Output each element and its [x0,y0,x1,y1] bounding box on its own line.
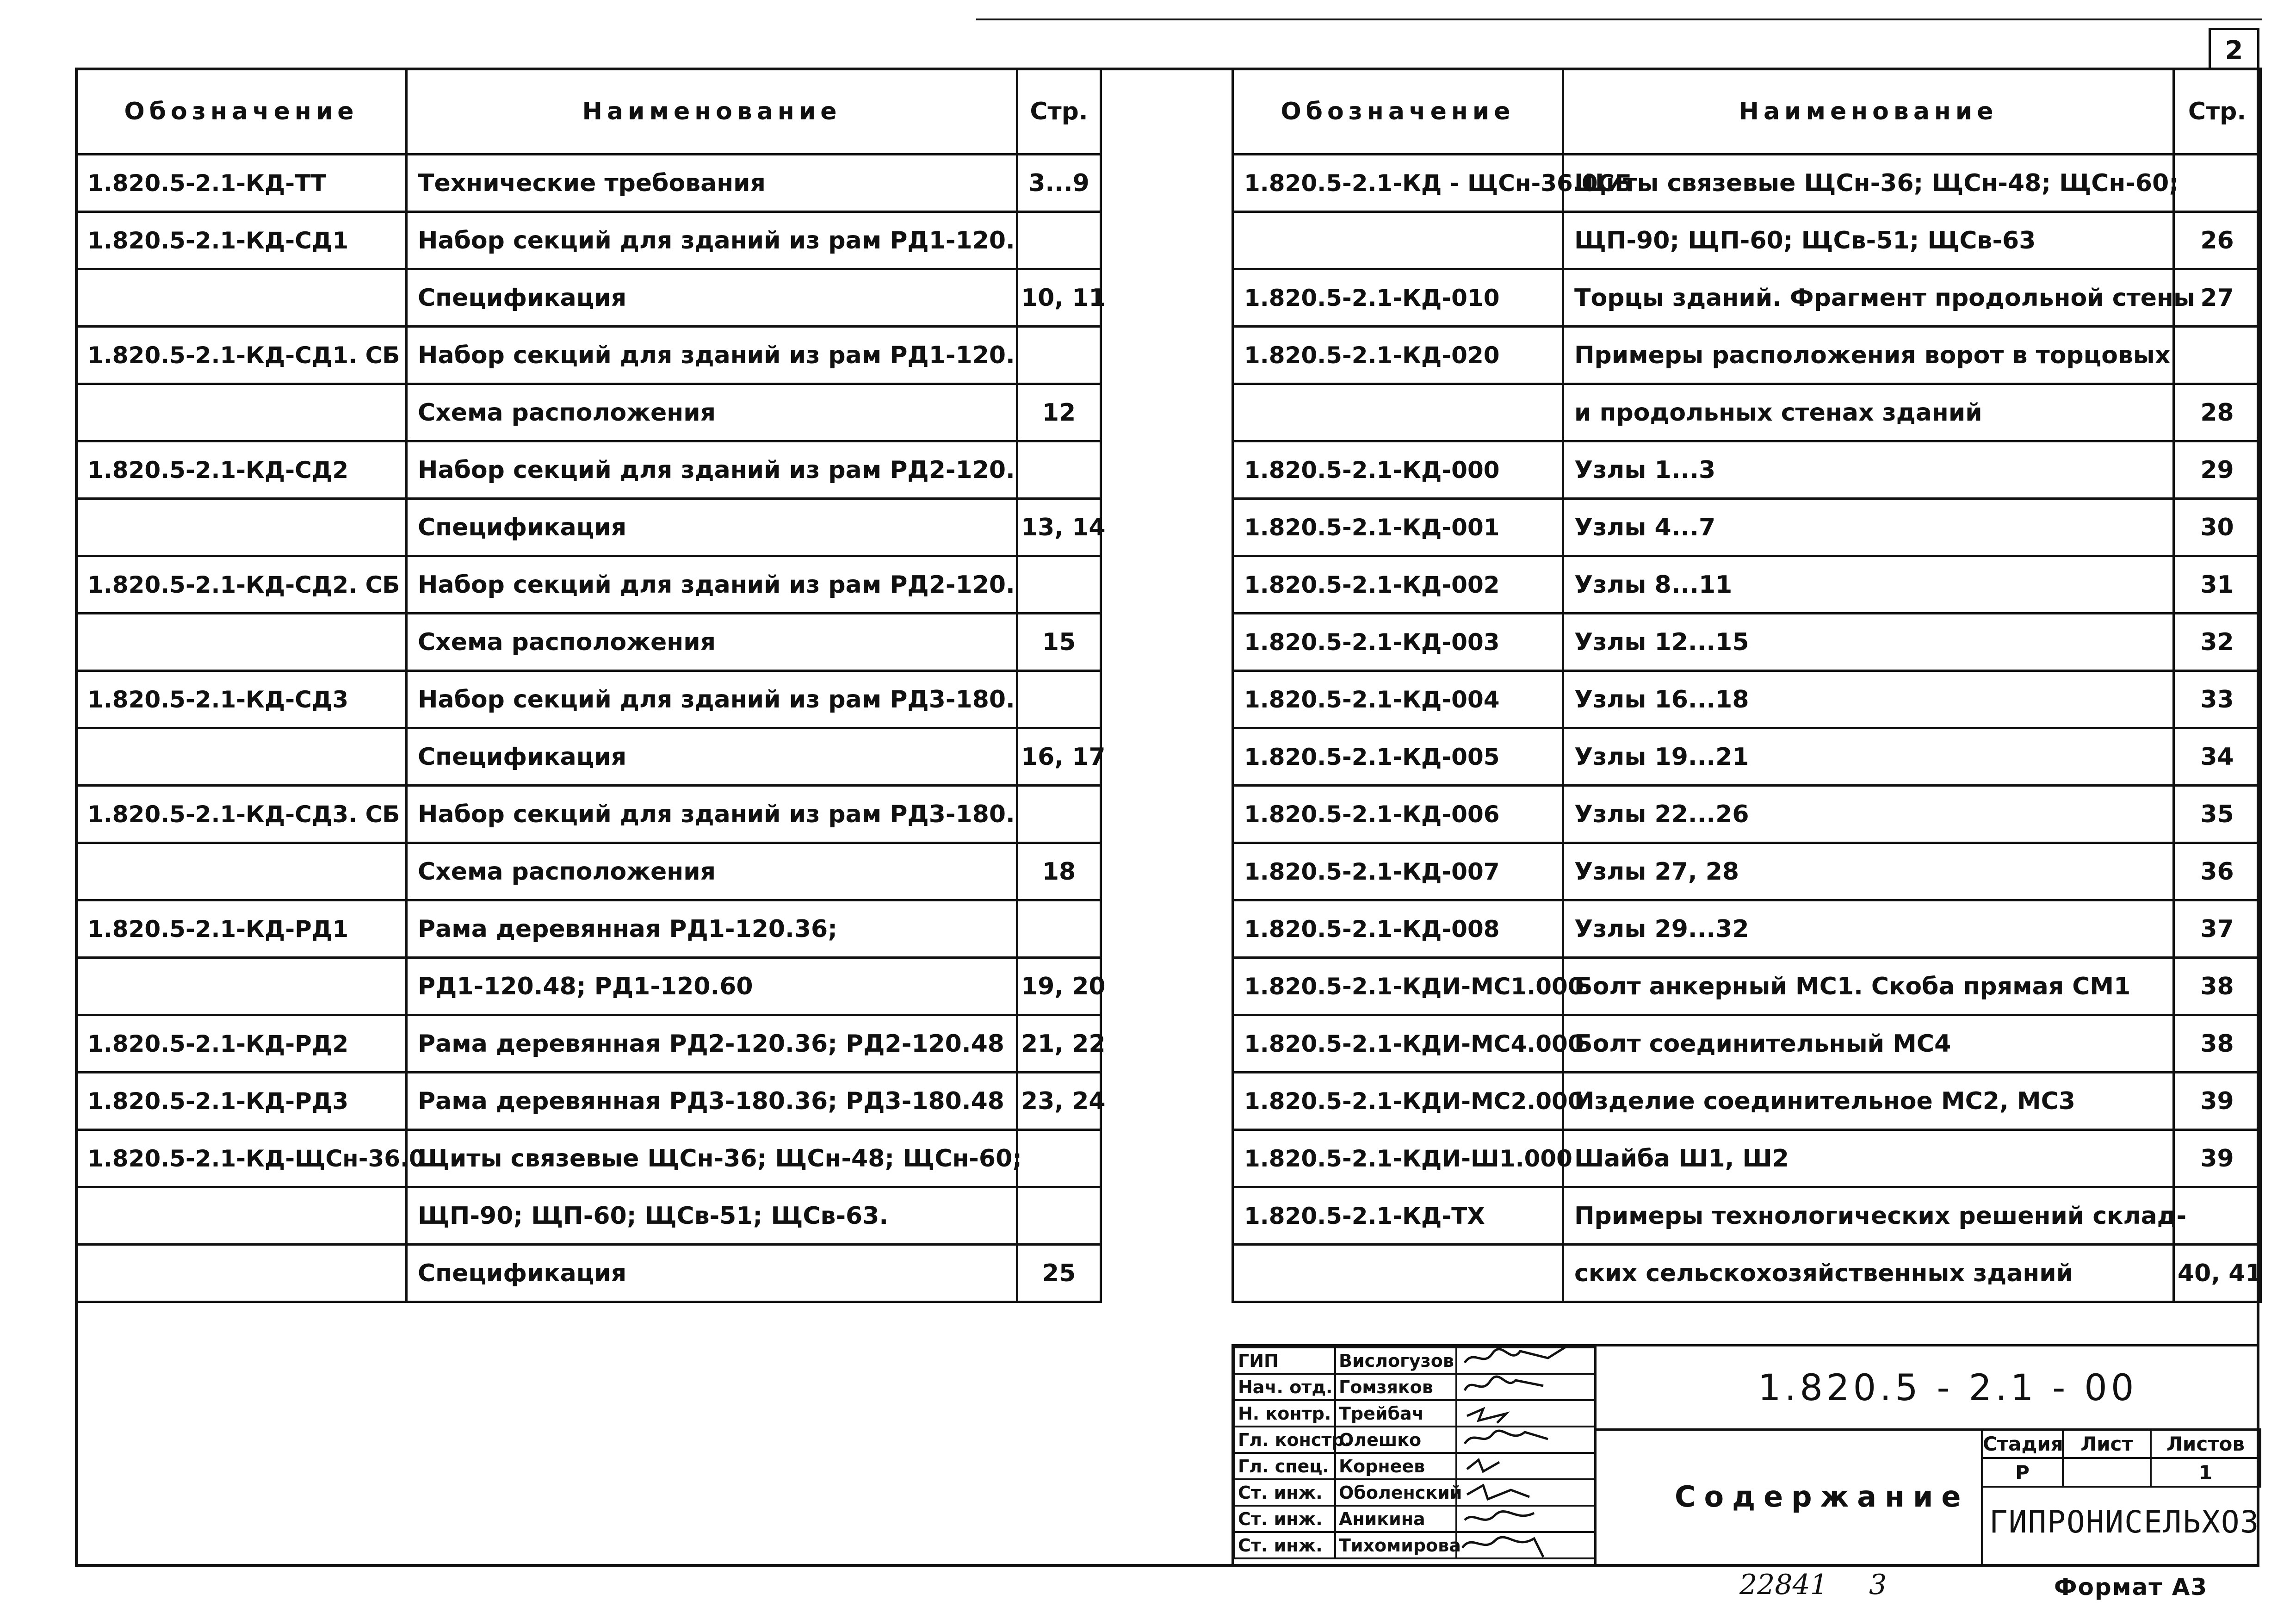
table-row [76,499,1101,556]
header-name: Наименование [1563,69,2174,155]
signature-role: Нач. отд. [1234,1374,1335,1400]
stage-label: Стадия [1982,1429,2063,1458]
signature-name: Тихомирова [1335,1532,1456,1558]
row-code [76,269,407,327]
inventory-suffix: 3 [1869,1569,1887,1601]
signature-name: Оболенский [1335,1479,1456,1506]
signature-mark [1465,1511,1534,1520]
row-page: 13, 14 [1017,499,1101,556]
row-code: 1.820.5-2.1-КДИ-МС4.000 [1233,1015,1563,1073]
row-page: 27 [2174,269,2261,327]
left-table-header [76,69,1101,155]
row-page [1017,1130,1101,1187]
row-page: 28 [2174,384,2261,441]
row-page: 34 [2174,728,2261,786]
table-row [1233,384,2261,441]
table-row [76,384,1101,441]
row-page: 39 [2174,1073,2261,1130]
signature-name: Вислогузов [1335,1347,1456,1374]
sheet-value [2063,1458,2151,1487]
table-row [1233,1245,2261,1302]
table-row [76,327,1101,384]
row-code: 1.820.5-2.1-КД-003 [1233,614,1563,671]
row-name: Технические требования [407,155,1017,212]
row-page [1017,212,1101,269]
row-code: 1.820.5-2.1-КДИ-МС2.000 [1233,1073,1563,1130]
row-code [1233,1245,1563,1302]
table-row [1233,614,2261,671]
row-code [76,1245,407,1302]
table-row [1233,843,2261,900]
row-page: 25 [1017,1245,1101,1302]
row-page: 37 [2174,900,2261,958]
stage-header-row [1982,1429,2260,1458]
row-page: 18 [1017,843,1101,900]
row-page: 31 [2174,556,2261,614]
table-row [76,728,1101,786]
table-row [1233,499,2261,556]
row-code: 1.820.5-2.1-КД-ТХ [1233,1187,1563,1245]
table-row [76,1130,1101,1187]
table-row [1233,269,2261,327]
row-name: Узлы 16...18 [1563,671,2174,728]
row-name: Схема расположения [407,843,1017,900]
table-row [76,1015,1101,1073]
row-page [1017,327,1101,384]
row-name: Узлы 12...15 [1563,614,2174,671]
format-label: Формат А3 [2054,1574,2208,1601]
row-code: 1.820.5-2.1-КД - ЩСн-36.0СБ [1233,155,1563,212]
row-name: Набор секций для зданий из рам РД2-120. [407,441,1017,499]
signature-strokes [1455,1344,1594,1566]
row-code: 1.820.5-2.1-КД-СД1 [76,212,407,269]
header-page: Стр. [2174,69,2261,155]
row-code [76,958,407,1015]
row-code [1233,384,1563,441]
row-name: Болт анкерный МС1. Скоба прямая СМ1 [1563,958,2174,1015]
row-page: 38 [2174,1015,2261,1073]
row-code: 1.820.5-2.1-КД-СД2. СБ [76,556,407,614]
table-row [1233,786,2261,843]
document-title: Содержание [1675,1480,1969,1514]
table-row [1233,441,2261,499]
row-code [76,614,407,671]
row-name: Спецификация [407,499,1017,556]
document-designation: 1.820.5 - 2.1 - 00 [1758,1367,2138,1409]
row-page: 15 [1017,614,1101,671]
signature-role: Н. контр. [1234,1400,1335,1427]
row-page: 12 [1017,384,1101,441]
table-row [1233,1187,2261,1245]
signature-role: ГИП [1234,1347,1335,1374]
signature-mark [1465,1431,1548,1444]
sheets-label: Листов [2151,1429,2260,1458]
sheet-number-box [2209,28,2259,70]
table-row [76,212,1101,269]
table-row [1233,1015,2261,1073]
row-name: Рама деревянная РД2-120.36; РД2-120.48 [407,1015,1017,1073]
row-name: Рама деревянная РД3-180.36; РД3-180.48 [407,1073,1017,1130]
stage-value-row [1982,1458,2260,1487]
row-code: 1.820.5-2.1-КД-004 [1233,671,1563,728]
row-code: 1.820.5-2.1-КД-006 [1233,786,1563,843]
table-row [76,843,1101,900]
table-row [76,958,1101,1015]
row-code [76,728,407,786]
row-code: 1.820.5-2.1-КД-008 [1233,900,1563,958]
row-code: 1.820.5-2.1-КД-007 [1233,843,1563,900]
row-name: Набор секций для зданий из рам РД3-180. [407,671,1017,728]
row-page: 32 [2174,614,2261,671]
header-name: Наименование [407,69,1017,155]
row-code: 1.820.5-2.1-КДИ-МС1.000 [1233,958,1563,1015]
row-name: Спецификация [407,1245,1017,1302]
sheet-number: 2 [2225,36,2243,66]
title-divider [1594,1344,1597,1567]
row-name: Узлы 27, 28 [1563,843,2174,900]
row-code [76,843,407,900]
right-table-header [1233,69,2261,155]
row-name: Схема расположения [407,614,1017,671]
header-code: Обозначение [76,69,407,155]
signature-name: Трейбач [1335,1400,1456,1427]
sheet-label: Лист [2063,1429,2151,1458]
row-code: 1.820.5-2.1-КД-ТТ [76,155,407,212]
row-name: РД1-120.48; РД1-120.60 [407,958,1017,1015]
row-name: Узлы 29...32 [1563,900,2174,958]
table-row [76,1187,1101,1245]
signature-mark [1467,1485,1529,1499]
signature-mark [1465,1377,1543,1390]
row-page [1017,441,1101,499]
organization-name: ГИПРОНИСЕЛЬХОЗ [1989,1504,2260,1540]
row-code: 1.820.5-2.1-КД-РД1 [76,900,407,958]
row-name: Узлы 4...7 [1563,499,2174,556]
row-page: 30 [2174,499,2261,556]
table-row [76,900,1101,958]
row-name: Набор секций для зданий из рам РД1-120. [407,212,1017,269]
row-page [1017,786,1101,843]
row-page [1017,671,1101,728]
row-code: 1.820.5-2.1-КД-СД2 [76,441,407,499]
left-contents-table [75,68,1106,1303]
header-page: Стр. [1017,69,1101,155]
table-row [1233,958,2261,1015]
row-name: Изделие соединительное МС2, МС3 [1563,1073,2174,1130]
table-row [1233,671,2261,728]
row-page: 40, 41 [2174,1245,2261,1302]
row-name: Набор секций для зданий из рам РД2-120. [407,556,1017,614]
table-row [1233,1073,2261,1130]
right-contents-table [1232,68,2262,1303]
row-name: Набор секций для зданий из рам РД3-180. [407,786,1017,843]
row-page: 35 [2174,786,2261,843]
row-name: ЩП-90; ЩП-60; ЩСв-51; ЩСв-63. [407,1187,1017,1245]
signature-mark [1467,1409,1506,1423]
row-name: Щиты связевые ЩСн-36; ЩСн-48; ЩСн-60; [1563,155,2174,212]
signature-role: Ст. инж. [1234,1479,1335,1506]
row-name: Рама деревянная РД1-120.36; [407,900,1017,958]
row-page [1017,556,1101,614]
row-page: 16, 17 [1017,728,1101,786]
row-code: 1.820.5-2.1-КД-020 [1233,327,1563,384]
row-name: и продольных стенах зданий [1563,384,2174,441]
row-code [76,499,407,556]
table-row [1233,1130,2261,1187]
row-page: 36 [2174,843,2261,900]
header-code: Обозначение [1233,69,1563,155]
row-name: ских сельскохозяйственных зданий [1563,1245,2174,1302]
row-name: Щиты связевые ЩСн-36; ЩСн-48; ЩСн-60; [407,1130,1017,1187]
row-code [76,1187,407,1245]
signature-name: Гомзяков [1335,1374,1456,1400]
row-code [1233,212,1563,269]
row-code: 1.820.5-2.1-КД-002 [1233,556,1563,614]
table-row [76,1245,1101,1302]
row-name: Схема расположения [407,384,1017,441]
table-row [76,1073,1101,1130]
row-name: Торцы зданий. Фрагмент продольной стены [1563,269,2174,327]
inventory-number: 22841 [1739,1569,1828,1601]
table-row [76,614,1101,671]
row-name: Примеры технологических решений склад- [1563,1187,2174,1245]
row-page: 29 [2174,441,2261,499]
signature-mark [1462,1537,1543,1557]
row-code: 1.820.5-2.1-КДИ-Ш1.000 [1233,1130,1563,1187]
row-code: 1.820.5-2.1-КД-СД3. СБ [76,786,407,843]
row-code: 1.820.5-2.1-КД-000 [1233,441,1563,499]
row-name: Набор секций для зданий из рам РД1-120. [407,327,1017,384]
row-code: 1.820.5-2.1-КД-ЩСн-36.0 [76,1130,407,1187]
table-row [76,671,1101,728]
row-code: 1.820.5-2.1-КД-010 [1233,269,1563,327]
row-name: ЩП-90; ЩП-60; ЩСв-51; ЩСв-63 [1563,212,2174,269]
row-code: 1.820.5-2.1-КД-001 [1233,499,1563,556]
signature-mark [1465,1346,1566,1363]
signature-name: Аникина [1335,1506,1456,1532]
signature-name: Олешко [1335,1427,1456,1453]
signature-role: Ст. инж. [1234,1506,1335,1532]
row-code: 1.820.5-2.1-КД-СД1. СБ [76,327,407,384]
row-code: 1.820.5-2.1-КД-005 [1233,728,1563,786]
row-name: Спецификация [407,728,1017,786]
table-row [1233,327,2261,384]
row-page [1017,1187,1101,1245]
row-page: 19, 20 [1017,958,1101,1015]
row-page [2174,1187,2261,1245]
row-code: 1.820.5-2.1-КД-РД2 [76,1015,407,1073]
row-code: 1.820.5-2.1-КД-СД3 [76,671,407,728]
sheets-value: 1 [2151,1458,2260,1487]
row-page: 39 [2174,1130,2261,1187]
signature-role: Ст. инж. [1234,1532,1335,1558]
row-name: Узлы 19...21 [1563,728,2174,786]
row-code [76,384,407,441]
table-row [76,155,1101,212]
row-page: 3...9 [1017,155,1101,212]
table-row [76,441,1101,499]
row-name: Узлы 22...26 [1563,786,2174,843]
stage-table [1981,1428,2261,1488]
row-page [2174,327,2261,384]
table-row [76,556,1101,614]
row-page: 23, 24 [1017,1073,1101,1130]
row-name: Болт соединительный МС4 [1563,1015,2174,1073]
row-page [1017,900,1101,958]
row-name: Шайба Ш1, Ш2 [1563,1130,2174,1187]
row-name: Примеры расположения ворот в торцовых [1563,327,2174,384]
row-page: 38 [2174,958,2261,1015]
table-row [76,786,1101,843]
row-page [2174,155,2261,212]
signature-role: Гл. спец. [1234,1453,1335,1479]
row-name: Спецификация [407,269,1017,327]
stage-value: Р [1982,1458,2063,1487]
table-row [1233,212,2261,269]
row-page: 26 [2174,212,2261,269]
row-name: Узлы 8...11 [1563,556,2174,614]
table-row [1233,556,2261,614]
table-row [1233,900,2261,958]
row-name: Узлы 1...3 [1563,441,2174,499]
row-page: 33 [2174,671,2261,728]
table-row [1233,728,2261,786]
signature-role: Гл. констр. [1234,1427,1335,1453]
signature-mark [1467,1460,1499,1471]
row-page: 21, 22 [1017,1015,1101,1073]
row-code: 1.820.5-2.1-КД-РД3 [76,1073,407,1130]
signature-name: Корнеев [1335,1453,1456,1479]
table-row [1233,155,2261,212]
table-row [76,269,1101,327]
row-page: 10, 11 [1017,269,1101,327]
top-trim-line [976,19,2262,20]
